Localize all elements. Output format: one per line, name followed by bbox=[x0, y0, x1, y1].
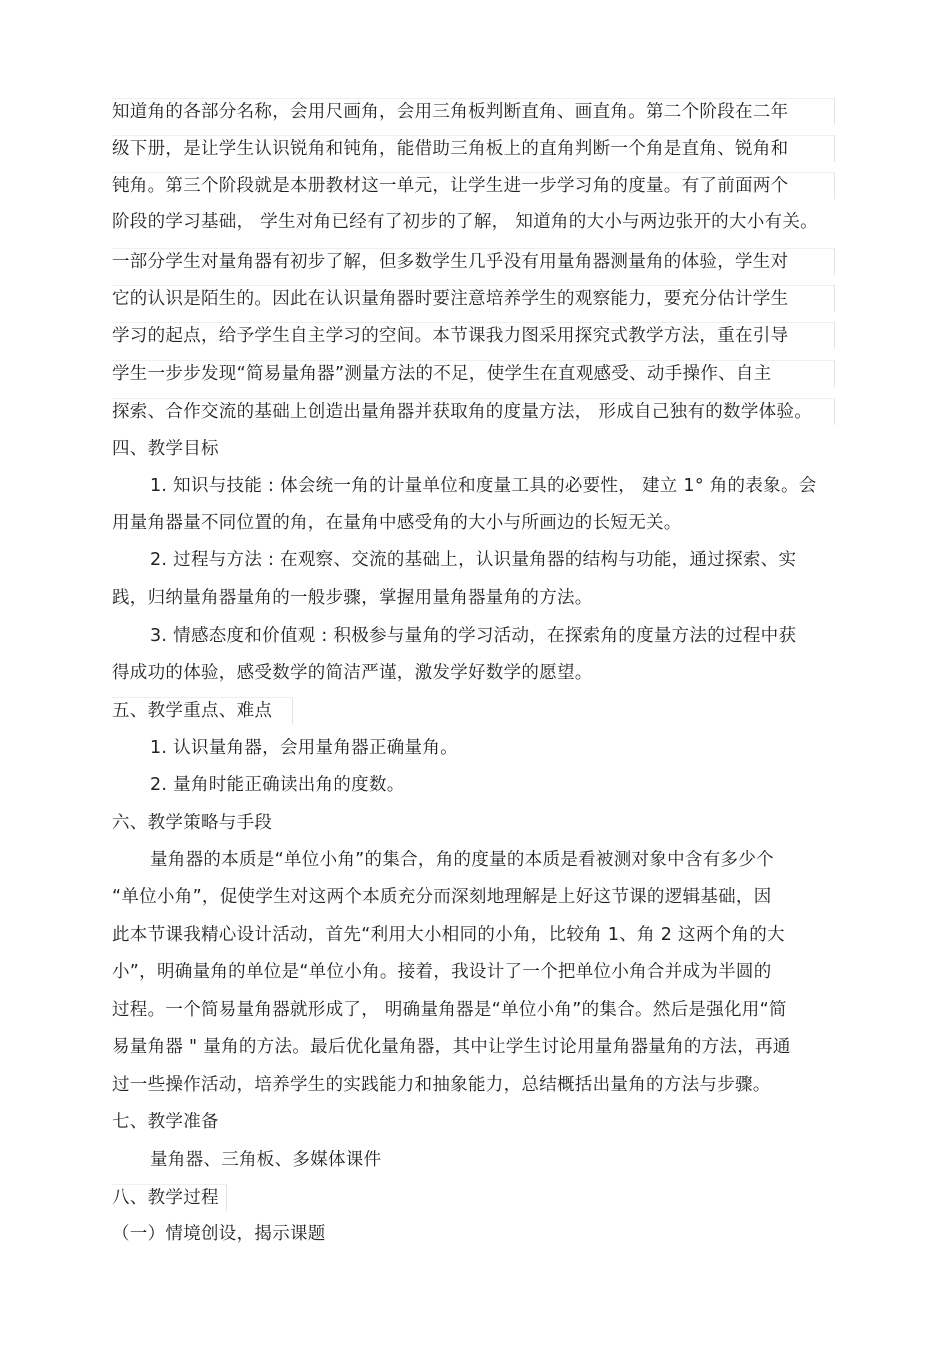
goal-1-line-2: 用量角器量不同位置的角，在量角中感受角的大小与所画边的长短无关。 bbox=[112, 513, 682, 533]
intro-line-8: 学生一步步发现“简易量角器”测量方法的不足，使学生在直观感受、动手操作、自主 bbox=[112, 360, 835, 387]
strategy-line-6: 易量角器 " 量角的方法。最后优化量角器，其中让学生讨论用量角器量角的方法，再通 bbox=[112, 1037, 791, 1057]
section-8-heading: 八、教学过程 bbox=[112, 1184, 227, 1211]
preparation-text: 量角器、三角板、多媒体课件 bbox=[150, 1150, 382, 1170]
intro-line-7: 学习的起点，给予学生自主学习的空间。本节课我力图采用探究式教学方法，重在引导 bbox=[112, 322, 835, 349]
key-point-2: 2. 量角时能正确读出角的度数。 bbox=[150, 775, 405, 795]
intro-line-5: 一部分学生对量角器有初步了解，但多数学生几乎没有用量角器测量角的体验，学生对 bbox=[112, 248, 835, 275]
strategy-line-4: 小”，明确量角的单位是“单位小角。接着，我设计了一个把单位小角合并成为半圆的 bbox=[112, 962, 772, 982]
intro-line-9: 探索、合作交流的基础上创造出量角器并获取角的度量方法， 形成自己独有的数学体验。 bbox=[112, 398, 835, 425]
section-5-heading: 五、教学重点、难点 bbox=[112, 697, 293, 724]
intro-line-3: 钝角。第三个阶段就是本册教材这一单元，让学生进一步学习角的度量。有了前面两个 bbox=[112, 172, 835, 199]
section-7-heading: 七、教学准备 bbox=[112, 1112, 219, 1132]
strategy-line-3: 此本节课我精心设计活动，首先“利用大小相同的小角，比较角 1、角 2 这两个角的大 bbox=[112, 925, 785, 945]
goal-2-line-2: 践，归纳量角器量角的一般步骤，掌握用量角器量角的方法。 bbox=[112, 588, 593, 608]
strategy-line-2: “单位小角”，促使学生对这两个本质充分而深刻地理解是上好这节课的逻辑基础，因 bbox=[112, 887, 772, 907]
strategy-line-7: 过一些操作活动，培养学生的实践能力和抽象能力，总结概括出量角的方法与步骤。 bbox=[112, 1075, 771, 1095]
intro-line-1: 知道角的各部分名称，会用尺画角，会用三角板判断直角、画直角。第二个阶段在二年 bbox=[112, 98, 835, 125]
section-4-heading: 四、教学目标 bbox=[112, 439, 219, 459]
section-6-heading: 六、教学策略与手段 bbox=[112, 813, 273, 833]
goal-2-line-1: 2. 过程与方法 : 在观察、交流的基础上，认识量角器的结构与功能，通过探索、实 bbox=[150, 550, 797, 570]
goal-1-line-1: 1. 知识与技能 : 体会统一角的计量单位和度量工具的必要性， 建立 1° 角的表象。会 bbox=[150, 476, 817, 496]
subsection-1-heading: （一）情境创设，揭示课题 bbox=[112, 1224, 326, 1244]
intro-line-6: 它的认识是陌生的。因此在认识量角器时要注意培养学生的观察能力，要充分估计学生 bbox=[112, 285, 835, 312]
strategy-line-1: 量角器的本质是“单位小角”的集合，角的度量的本质是看被测对象中含有多少个 bbox=[150, 850, 774, 870]
intro-line-2: 级下册，是让学生认识锐角和钝角，能借助三角板上的直角判断一个角是直角、锐角和 bbox=[112, 135, 835, 162]
goal-3-line-1: 3. 情感态度和价值观 : 积极参与量角的学习活动，在探索角的度量方法的过程中获 bbox=[150, 626, 797, 646]
goal-3-line-2: 得成功的体验，感受数学的简洁严谨，激发学好数学的愿望。 bbox=[112, 663, 593, 683]
key-point-1: 1. 认识量角器，会用量角器正确量角。 bbox=[150, 738, 458, 758]
intro-line-4: 阶段的学习基础， 学生对角已经有了初步的了解， 知道角的大小与两边张开的大小有关。 bbox=[112, 212, 818, 232]
strategy-line-5: 过程。一个简易量角器就形成了， 明确量角器是“单位小角”的集合。然后是强化用“简 bbox=[112, 1000, 787, 1020]
